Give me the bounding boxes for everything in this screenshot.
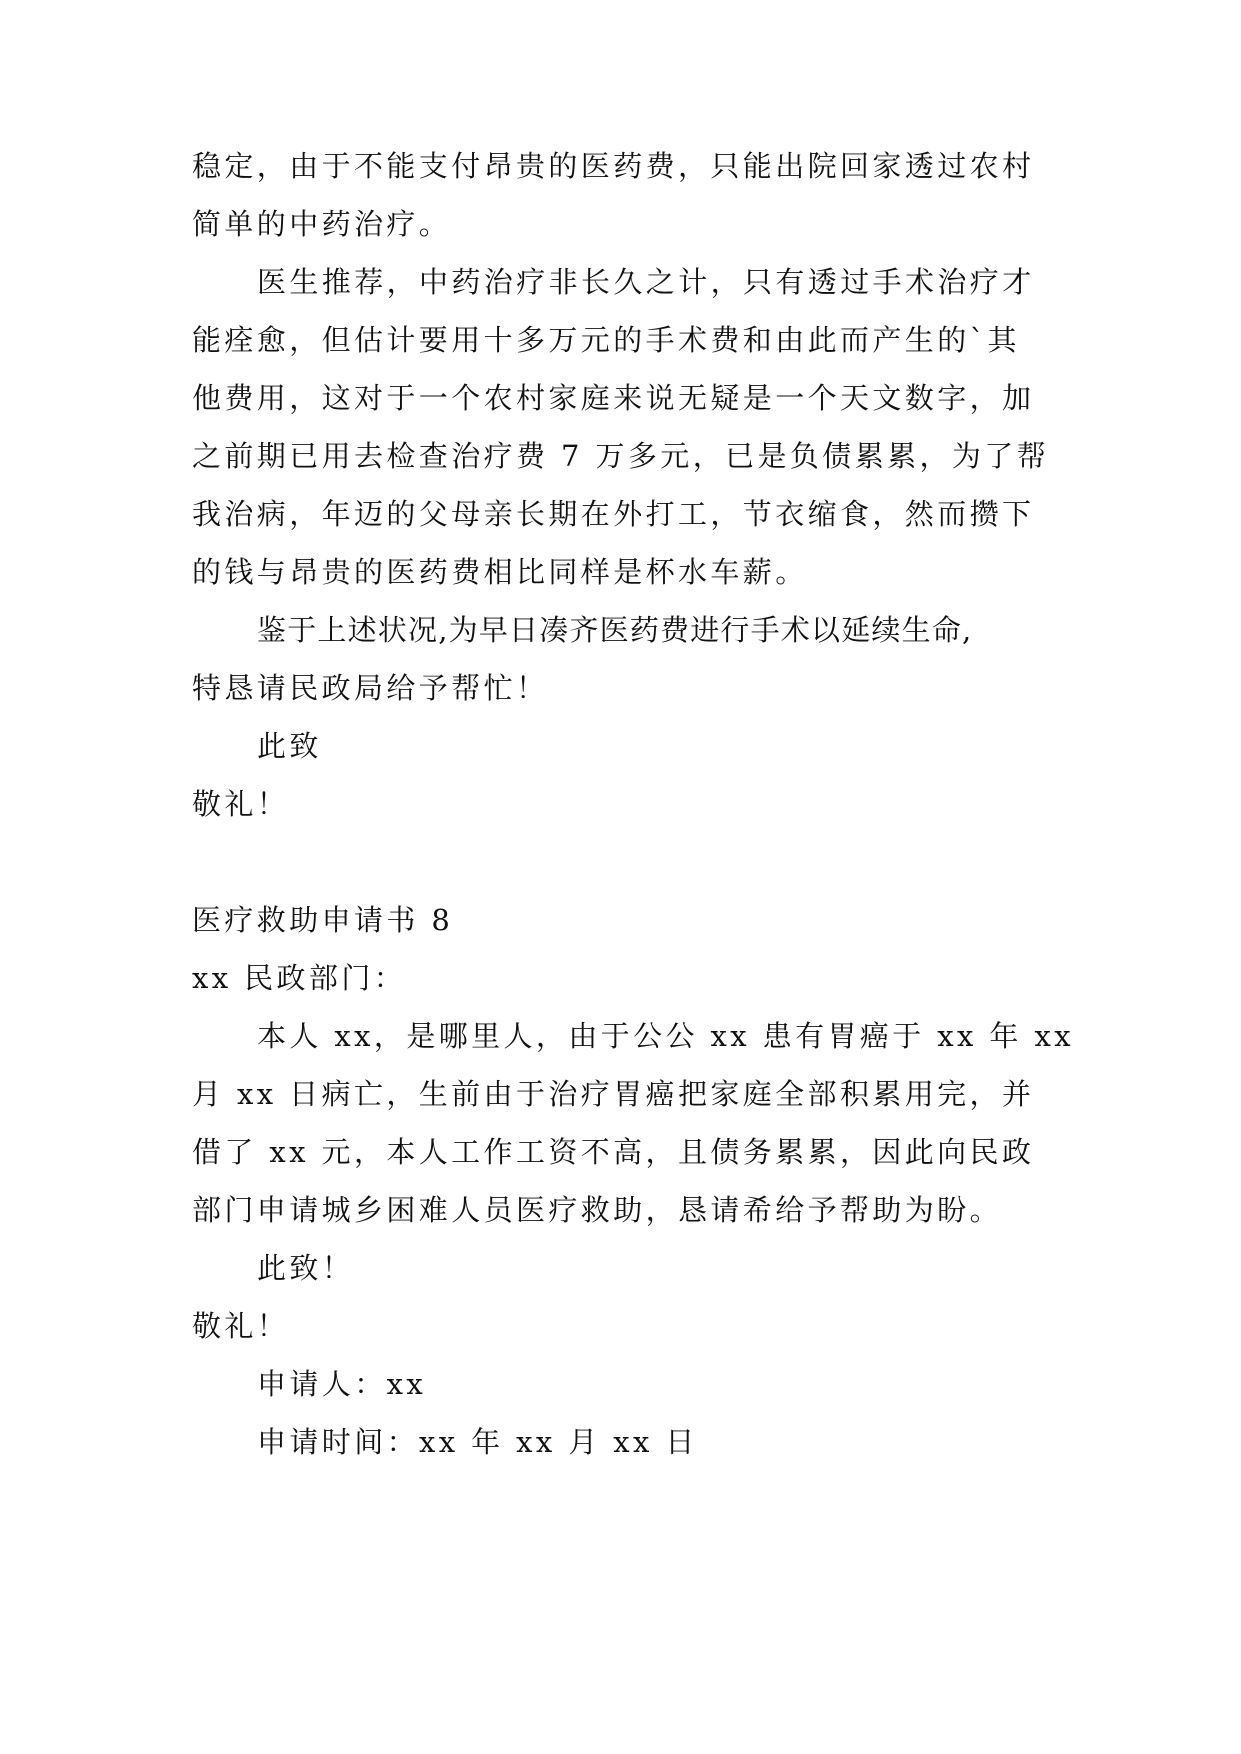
closing-salutation-2: 此致！ [257,1251,355,1285]
application-date-line: 申请时间：xx 年 xx 月 xx 日 [257,1425,698,1459]
body-line-13: 借了 xx 元，本人工作工资不高，且债务累累，因此向民政 [192,1135,1035,1169]
body-line-12: 月 xx 日病亡，生前由于治疗胃癌把家庭全部积累用完，并 [192,1077,1035,1111]
applicant-line: 申请人：xx [257,1367,427,1401]
section-title: 医疗救助申请书 8 [192,903,454,937]
recipient-line: xx 民政部门： [192,961,407,995]
body-line-3: 医生推荐，中药治疗非长久之计，只有透过手术治疗才 [257,265,1035,299]
body-line-14: 部门申请城乡困难人员医疗救助，恳请希给予帮助为盼。 [192,1193,1003,1227]
body-line-11: 本人 xx，是哪里人，由于公公 xx 患有胃癌于 xx 年 xx [257,1019,1074,1053]
body-line-10: 特恳请民政局给予帮忙！ [192,671,549,705]
body-line-5: 他费用，这对于一个农村家庭来说无疑是一个天文数字，加 [192,381,1035,415]
body-line-9: 鉴于上述状况,为早日凑齐医药费进行手术以延续生命, [257,613,973,647]
body-line-6: 之前期已用去检查治疗费 7 万多元，已是负债累累，为了帮 [192,439,1050,473]
body-line-4: 能痊愈，但估计要用十多万元的手术费和由此而产生的`其 [192,323,1020,357]
body-line-7: 我治病，年迈的父母亲长期在外打工，节衣缩食，然而攒下 [192,497,1035,531]
body-line-2: 简单的中药治疗。 [192,207,452,241]
body-line-8: 的钱与昂贵的医药费相比同样是杯水车薪。 [192,555,808,589]
closing-respects-1: 敬礼！ [192,787,290,821]
closing-respects-2: 敬礼！ [192,1309,290,1343]
body-line-1: 稳定，由于不能支付昂贵的医药费，只能出院回家透过农村 [192,149,1035,183]
closing-salutation-1: 此致 [257,729,322,763]
